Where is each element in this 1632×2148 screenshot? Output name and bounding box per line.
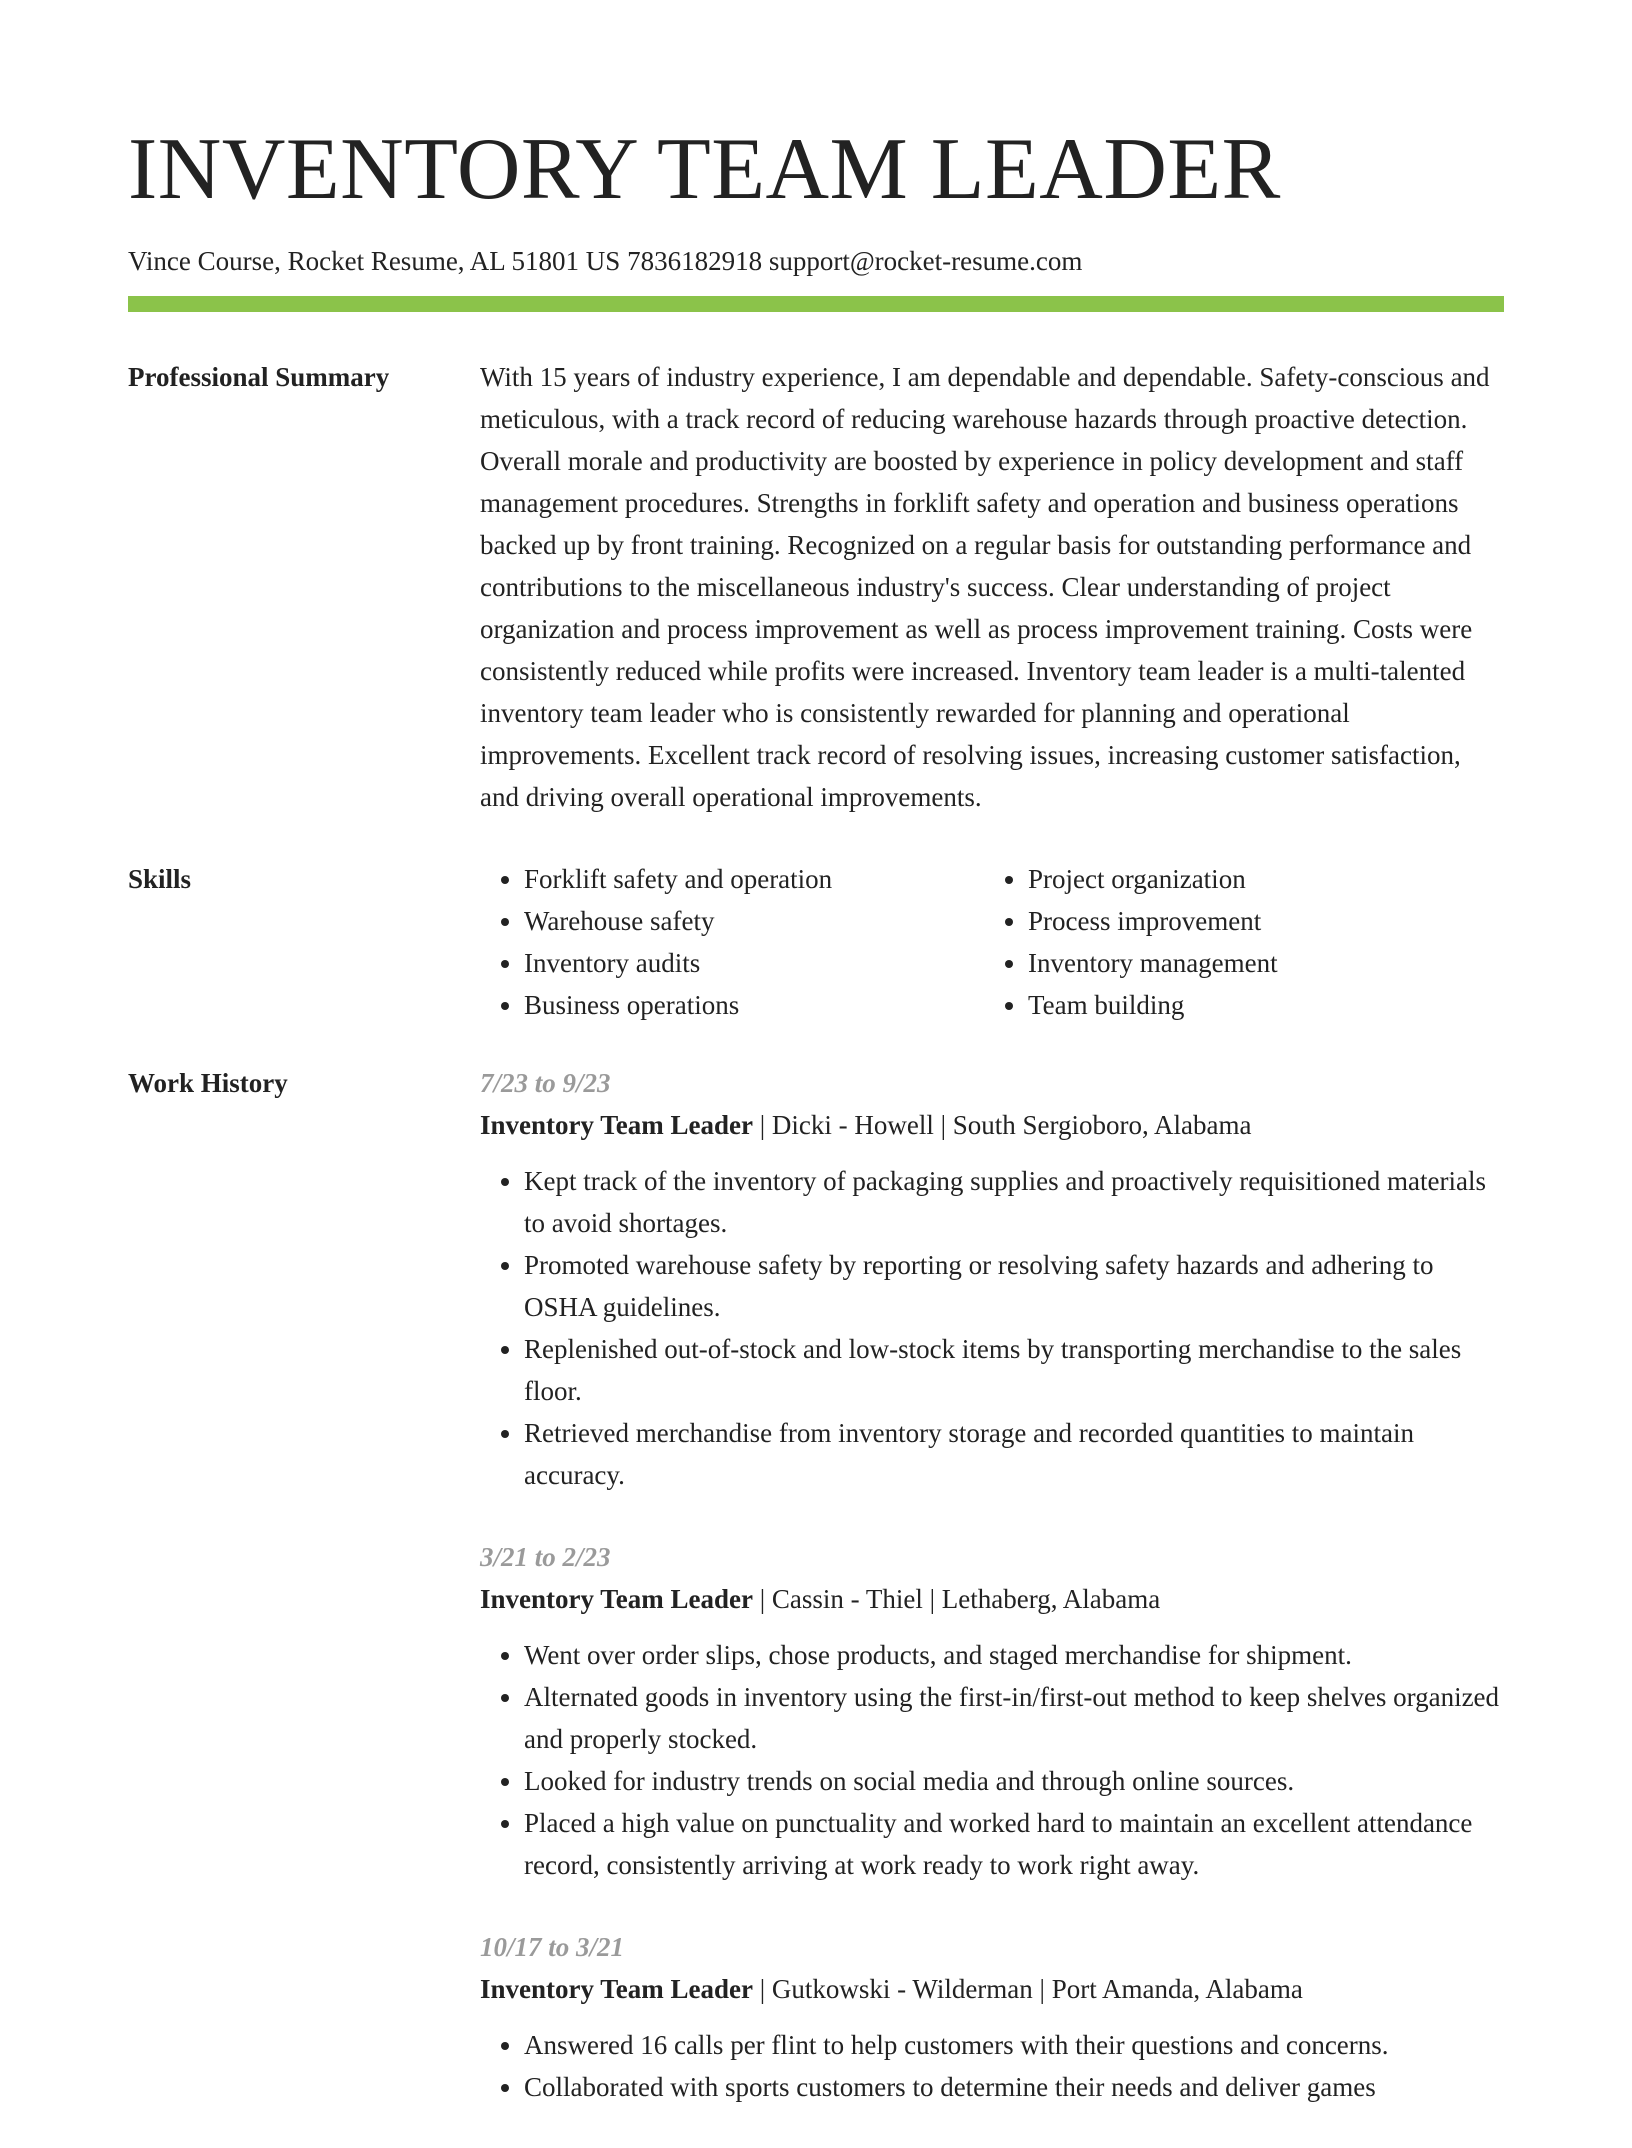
section-label-work-history: Work History — [128, 1068, 288, 1098]
job-details: | Cassin - Thiel | Lethaberg, Alabama — [753, 1584, 1161, 1614]
job-bullet: • Looked for industry trends on social media and through online sources. — [524, 1760, 1504, 1802]
resume-page — [128, 0, 1504, 2148]
skill-item: • Inventory management — [1028, 942, 1488, 984]
section-work-history — [128, 1062, 1504, 2148]
skill-item: • Inventory audits — [524, 942, 984, 984]
skill-item: • Warehouse safety — [524, 900, 984, 942]
skill-item: • Business operations — [524, 984, 984, 1026]
skill-item: • Project organization — [1028, 858, 1488, 900]
job-bullet: • Answered 16 calls per flint to help customers with their questions and concerns. — [524, 2024, 1504, 2066]
job-bullet: • Kept track of the inventory of packaging supplies and proactively requisitioned materials to avoid shortages. — [524, 1160, 1504, 1244]
accent-divider — [128, 296, 1504, 312]
skill-item: • Team building — [1028, 984, 1488, 1026]
job-date: 10/17 to 3/21 — [480, 1932, 625, 1962]
section-skills — [128, 858, 1504, 1026]
skill-item: • Forklift safety and operation — [524, 858, 984, 900]
summary-content — [480, 356, 1504, 818]
job-title: Inventory Team Leader — [480, 1110, 753, 1140]
job-details: | Dicki - Howell | South Sergioboro, Alabama — [753, 1110, 1252, 1140]
job-bullets — [480, 1160, 1504, 1496]
skills-list-right — [984, 858, 1488, 1026]
job-heading — [480, 1104, 1504, 1146]
section-professional-summary — [128, 356, 1504, 818]
job-entry — [480, 1536, 1504, 1886]
job-date: 7/23 to 9/23 — [480, 1068, 611, 1098]
work-history-content — [480, 1062, 1504, 2148]
job-bullet: • Went over order slips, chose products, and staged merchandise for shipment. — [524, 1634, 1504, 1676]
job-bullet: • Collaborated with sports customers to determine their needs and deliver games — [524, 2066, 1504, 2108]
job-heading — [480, 1578, 1504, 1620]
job-details: | Gutkowski - Wilderman | Port Amanda, Alabama — [753, 1974, 1303, 2004]
job-title: Inventory Team Leader — [480, 1974, 753, 2004]
skill-item: • Process improvement — [1028, 900, 1488, 942]
section-label-summary: Professional Summary — [128, 362, 390, 392]
job-bullets — [480, 2024, 1504, 2108]
skills-content — [480, 858, 1504, 1026]
job-bullet: • Promoted warehouse safety by reporting or resolving safety hazards and adhering to OSHA guidelines. — [524, 1244, 1504, 1328]
skills-list-left — [480, 858, 984, 1026]
job-bullet: • Placed a high value on punctuality and worked hard to maintain an excellent attendance record, consistently arriving at work ready to work right away. — [524, 1802, 1504, 1886]
job-date: 3/21 to 2/23 — [480, 1542, 611, 1572]
job-bullets — [480, 1634, 1504, 1886]
job-title: Inventory Team Leader — [480, 1584, 753, 1614]
job-bullet: • Alternated goods in inventory using the first-in/first-out method to keep shelves organized and properly stocked. — [524, 1676, 1504, 1760]
skills-columns — [480, 858, 1504, 1026]
resume-name-title: INVENTORY TEAM LEADER — [128, 121, 1281, 218]
job-entry — [480, 1062, 1504, 1496]
job-bullet: • Replenished out-of-stock and low-stock items by transporting merchandise to the sales floor. — [524, 1328, 1504, 1412]
job-heading — [480, 1968, 1504, 2010]
job-entry — [480, 1926, 1504, 2108]
job-bullet: • Retrieved merchandise from inventory storage and recorded quantities to maintain accuracy. — [524, 1412, 1504, 1496]
summary-text: With 15 years of industry experience, I am dependable and dependable. Safety-conscious and meticulous, with a track record of reducing warehouse hazards through proactive detection. Overall morale and productivity are boosted by experience in policy development and staff management procedures. Strengths in forklift safety and operation and business operations backed up by front training. Recognized on a regular basis for outstanding performance and contributions to the miscellaneous industry's success. Clear understanding of project organization and process improvement as well as process improvement training. Costs were consistently reduced while profits were increased. Inventory team leader is a multi-talented inventory team leader who is consistently rewarded for planning and operational improvements. Excellent track record of resolving issues, increasing customer satisfaction, and driving overall operational improvements. — [480, 362, 1490, 812]
contact-line: Vince Course, Rocket Resume, AL 51801 US 7836182918 support@rocket-resume.com — [128, 246, 1083, 276]
section-label-skills: Skills — [128, 864, 192, 894]
